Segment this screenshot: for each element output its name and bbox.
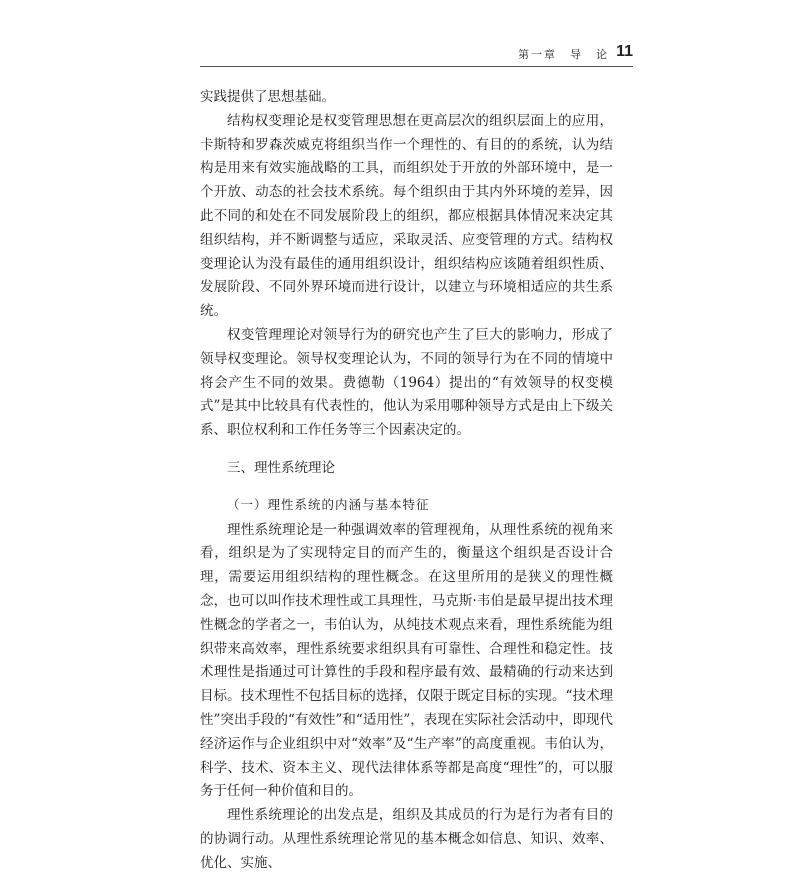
paragraph-structural-contingency: 结构权变理论是权变管理思想在更高层次的组织层面上的应用，卡斯特和罗森茨威克将组织当作一个理性的、有目的的系统，认为结构是用来有效实施战略的工具，而组织处于开放的外部环境中，是一个开放、动态的社会技术系统。每个组织由于其内外环境的差异，因此不同的和处在不同发展阶段上的组织，都应根据具体情况来决定其组织结构，并不断调整与适应，采取灵活、应变管理的方式。结构权变理论认为没有最佳的通用组织设计，组织结构应该随着组织性质、发展阶段、不同外界环境而进行设计，以建立与环境相适应的共生系统。: [200, 112, 613, 320]
paragraph-starting-point: 理性系统理论的出发点是，组织及其成员的行为是行为者有目的的协调行动。从理性系统理论常见的基本概念如信息、知识、效率、优化、实施、: [200, 807, 613, 871]
page-number: 11: [616, 43, 633, 60]
section-heading: 三、理性系统理论: [227, 459, 335, 476]
subsection-heading: （一）理性系统的内涵与基本特征: [227, 496, 430, 512]
chapter-title: 第一章 导 论: [518, 48, 609, 61]
paragraph-leadership-contingency: 权变管理理论对领导行为的研究也产生了巨大的影响力，形成了领导权变理论。领导权变理论认为，不同的领导行为在不同的情境中将会产生不同的效果。费德勒（1964）提出的“有效领导的权变模式”是其中比较具有代表性的，他认为采用哪种领导方式是由上下级关系、职位权利和工作任务等三个因素决定的。: [200, 326, 613, 439]
paragraph-continued: 实践提供了思想基础。: [200, 89, 335, 105]
page-body: [200, 86, 613, 876]
paragraph-rational-system: 理性系统理论是一种强调效率的管理视角，从理性系统的视角来看，组织是为了实现特定目的而产生的，衡量这个组织是否设计合理，需要运用组织结构的理性概念。在这里所用的是狭义的理性概念，也可以叫作技术理性或工具理性，马克斯·韦伯是最早提出技术理性概念的学者之一，韦伯认为，从纯技术观点来看，理性系统能为组织带来高效率，理性系统要求组织具有可靠性、合理性和稳定性。技术理性是指通过可计算性的手段和程序最有效、最精确的行动来达到目标。技术理性不包括目标的选择，仅限于既定目标的实现。“技术理性”突出手段的“有效性”和“适用性”，表现在实际社会活动中，即现代经济运作与企业组织中对“效率”及“生产率”的高度重视。韦伯认为，科学、技术、资本主义、现代法律体系等都是高度“理性”的，可以服务于任何一种价值和目的。: [200, 521, 613, 800]
running-header: [200, 44, 633, 67]
